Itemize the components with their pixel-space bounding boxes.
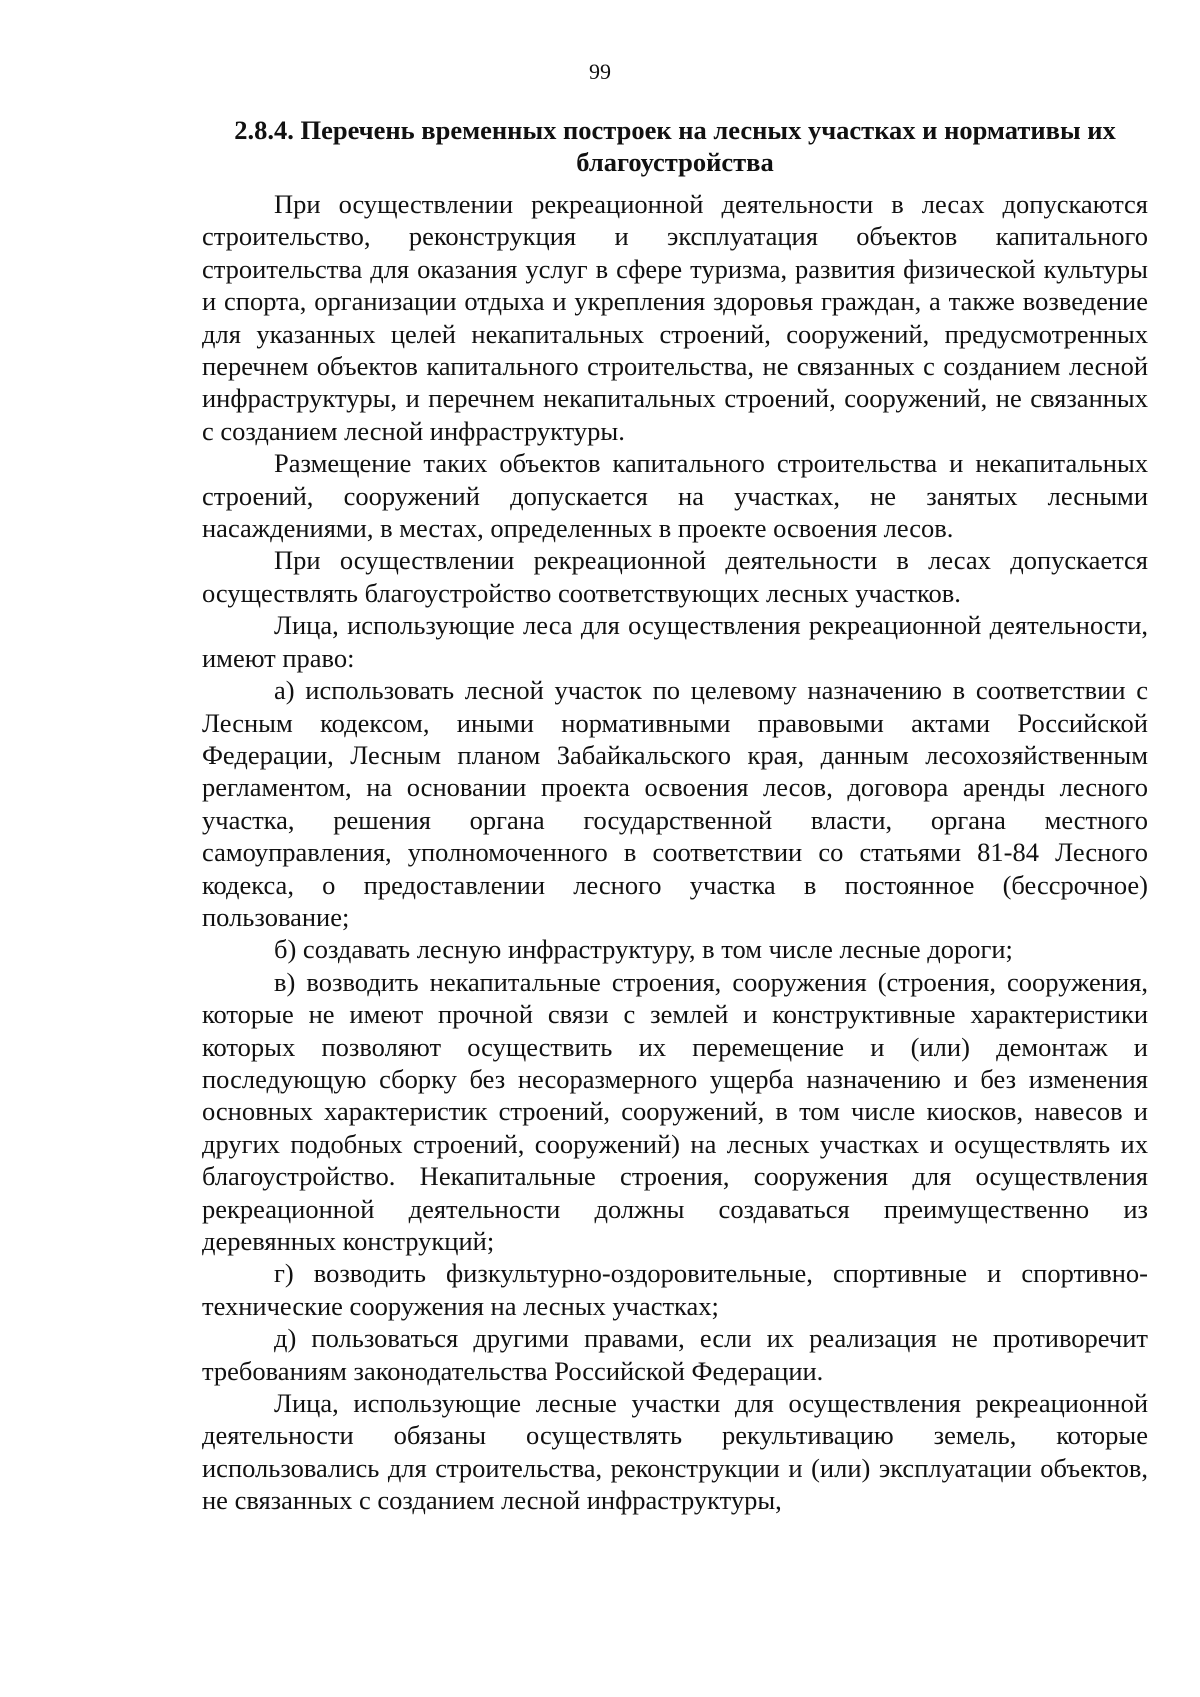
- paragraph: Лица, использующие леса для осуществления рекреационной деятельности, имеют право:: [202, 610, 1148, 673]
- paragraph: Лица, использующие лесные участки для осуществления рекреационной деятельности обязаны осуществлять рекультивацию земель, которые использовались для строительства, реконструкции и (или) эксплуатации объектов, не связанных с созданием лесной инфраструктуры,: [202, 1388, 1148, 1516]
- list-item-a: а) использовать лесной участок по целевому назначению в соответствии с Лесным кодексом, иными нормативными правовыми актами Российской Федерации, Лесным планом Забайкальского края, данным лесохозяйственным регламентом, на основании проекта освоения лесов, договора аренды лесного участка, решения органа государственной власти, органа местного самоуправления, уполномоченного в соответствии со статьями 81-84 Лесного кодекса, о предоставлении лесного участка в постоянное (бессрочное) пользование;: [202, 675, 1148, 932]
- section-title: 2.8.4. Перечень временных построек на лесных участках и нормативы их благоустройства: [234, 115, 1116, 177]
- body-text: [202, 188, 1148, 1517]
- paragraph: Размещение таких объектов капитального строительства и некапитальных строений, сооружений допускается на участках, не занятых лесными насаждениями, в местах, определенных в проекте освоения лесов.: [202, 448, 1148, 544]
- list-item-g: г) возводить физкультурно-оздоровительные, спортивные и спортивно-технические сооружения на лесных участках;: [202, 1258, 1148, 1321]
- list-item-v: в) возводить некапитальные строения, сооружения (строения, сооружения, которые не имеют прочной связи с землей и конструктивные характеристики которых позволяют осуществить их перемещение и (или) демонтаж и последующую сборку без несоразмерного ущерба назначению и без изменения основных характеристик строений, сооружений, в том числе киосков, навесов и других подобных строений, сооружений) на лесных участках и осуществлять их благоустройство. Некапитальные строения, сооружения для осуществления рекреационной деятельности должны создаваться преимущественно из деревянных конструкций;: [202, 966, 1148, 1256]
- paragraph: При осуществлении рекреационной деятельности в лесах допускается осуществлять благоустройство соответствующих лесных участков.: [202, 545, 1148, 608]
- page-number: 99: [589, 59, 611, 84]
- page-content: [202, 114, 1148, 1517]
- list-item-d: д) пользоваться другими правами, если их реализация не противоречит требованиям законодательства Российской Федерации.: [202, 1323, 1148, 1386]
- paragraph: При осуществлении рекреационной деятельности в лесах допускаются строительство, реконструкция и эксплуатация объектов капитального строительства для оказания услуг в сфере туризма, развития физической культуры и спорта, организации отдыха и укрепления здоровья граждан, а также возведение для указанных целей некапитальных строений, сооружений, предусмотренных перечнем объектов капитального строительства, не связанных с созданием лесной инфраструктуры, и перечнем некапитальных строений, сооружений, не связанных с созданием лесной инфраструктуры.: [202, 189, 1148, 446]
- list-item-b: б) создавать лесную инфраструктуру, в том числе лесные дороги;: [274, 934, 1013, 965]
